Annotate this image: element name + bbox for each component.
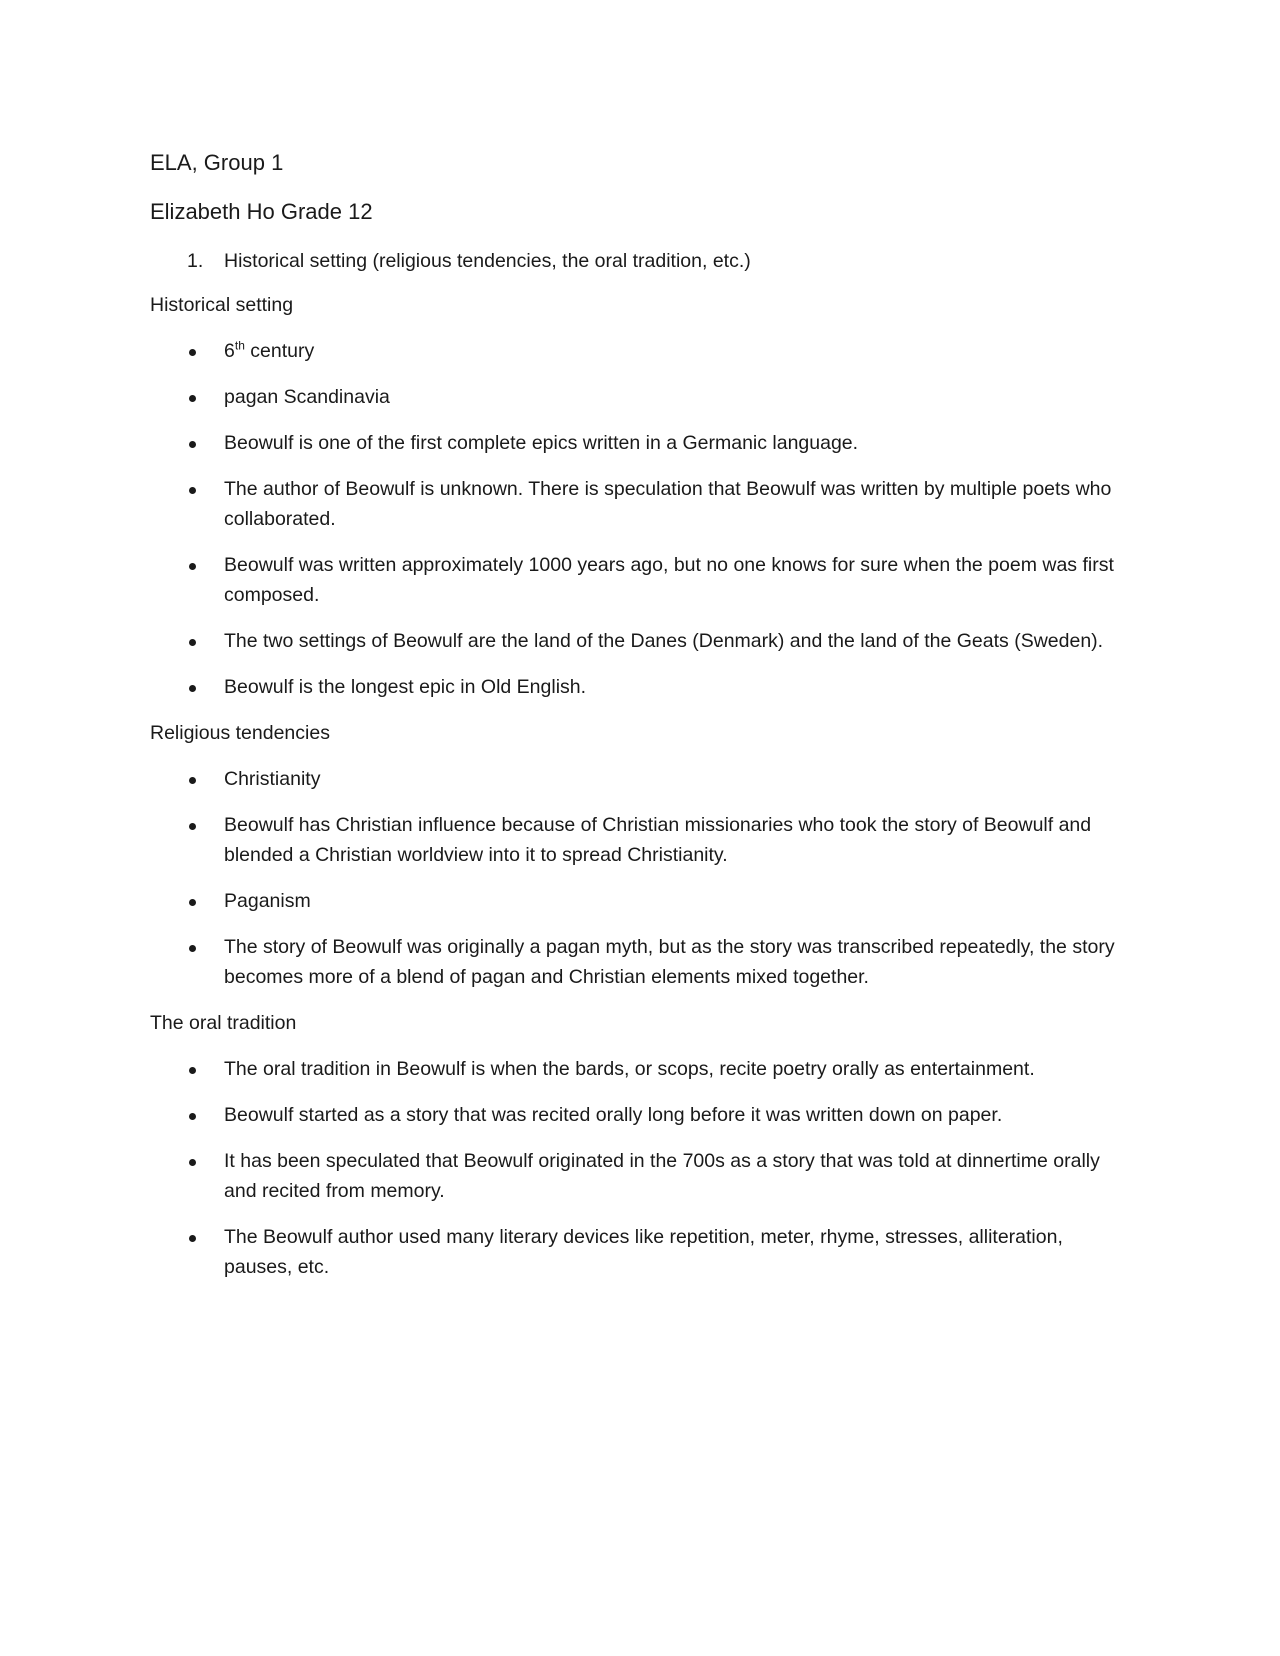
bullet-icon bbox=[150, 810, 224, 840]
bullet-icon bbox=[150, 428, 224, 458]
list-item-text: Beowulf is one of the first complete epics written in a Germanic language. bbox=[224, 432, 859, 454]
list-item bbox=[150, 672, 1130, 702]
list-item-text: Christianity bbox=[224, 768, 321, 790]
list-item bbox=[150, 810, 1130, 870]
question-item bbox=[150, 246, 1130, 276]
list-item-text: pagan Scandinavia bbox=[224, 386, 390, 408]
question-number: 1. bbox=[187, 250, 204, 272]
list-item bbox=[150, 474, 1130, 534]
list-item bbox=[150, 886, 1130, 916]
religious-list bbox=[150, 764, 1130, 992]
document-content bbox=[150, 148, 1130, 1282]
class-group-line: ELA, Group 1 bbox=[150, 150, 284, 175]
list-item-text bbox=[224, 336, 1124, 366]
section-heading-oral: The oral tradition bbox=[150, 1012, 297, 1034]
bullet-icon bbox=[150, 886, 224, 916]
list-item-text: Beowulf is the longest epic in Old English. bbox=[224, 676, 587, 698]
list-item-text: Beowulf has Christian influence because of Christian missionaries who took the story of Beowulf and blended a Christian worldview into it to spread Christianity. bbox=[224, 814, 1092, 866]
list-item bbox=[150, 428, 1130, 458]
list-item bbox=[150, 1100, 1130, 1130]
list-item bbox=[150, 336, 1130, 366]
list-item-text: The Beowulf author used many literary devices like repetition, meter, rhyme, stresses, alliteration, pauses, etc. bbox=[224, 1226, 1063, 1278]
list-item-text: The oral tradition in Beowulf is when the bards, or scops, recite poetry orally as entertainment. bbox=[224, 1058, 1035, 1080]
bullet-icon bbox=[150, 550, 224, 580]
student-name-line: Elizabeth Ho Grade 12 bbox=[150, 199, 373, 224]
bullet-icon bbox=[150, 626, 224, 656]
list-item-text: The two settings of Beowulf are the land of the Danes (Denmark) and the land of the Geats (Sweden). bbox=[224, 630, 1104, 652]
list-item bbox=[150, 1054, 1130, 1084]
list-item bbox=[150, 382, 1130, 412]
bullet-icon bbox=[150, 474, 224, 504]
bullet-icon bbox=[150, 672, 224, 702]
list-item-text: Beowulf was written approximately 1000 years ago, but no one knows for sure when the poem was first composed. bbox=[224, 554, 1114, 606]
list-item bbox=[150, 1222, 1130, 1282]
list-item-text: It has been speculated that Beowulf originated in the 700s as a story that was told at dinnertime orally and recited from memory. bbox=[224, 1150, 1100, 1202]
historical-list bbox=[150, 336, 1130, 702]
list-item-text: Paganism bbox=[224, 890, 311, 912]
list-item bbox=[150, 1146, 1130, 1206]
section-heading-historical: Historical setting bbox=[150, 294, 294, 316]
list-item-text: Beowulf started as a story that was recited orally long before it was written down on paper. bbox=[224, 1104, 1003, 1126]
bullet-icon bbox=[150, 1054, 224, 1084]
section-heading-religious: Religious tendencies bbox=[150, 722, 330, 744]
bullet-icon bbox=[150, 382, 224, 412]
list-item bbox=[150, 932, 1130, 992]
ordinal-superscript: th bbox=[234, 338, 245, 353]
list-item-text: The story of Beowulf was originally a pagan myth, but as the story was transcribed repeatedly, the story becomes more of a blend of pagan and Christian elements mixed together. bbox=[224, 936, 1115, 988]
list-item bbox=[150, 626, 1130, 656]
bullet-icon bbox=[150, 764, 224, 794]
bullet-icon bbox=[150, 1146, 224, 1176]
question-text: Historical setting (religious tendencies, the oral tradition, etc.) bbox=[224, 250, 751, 272]
list-item bbox=[150, 764, 1130, 794]
bullet-icon bbox=[150, 932, 224, 962]
century-number: 6 bbox=[224, 340, 235, 362]
bullet-icon bbox=[150, 1100, 224, 1130]
list-item bbox=[150, 550, 1130, 610]
century-word: century bbox=[244, 340, 315, 362]
oral-list bbox=[150, 1054, 1130, 1282]
bullet-icon bbox=[150, 336, 224, 366]
bullet-icon bbox=[150, 1222, 224, 1252]
list-item-text: The author of Beowulf is unknown. There is speculation that Beowulf was written by multiple poets who collaborated. bbox=[224, 478, 1112, 530]
